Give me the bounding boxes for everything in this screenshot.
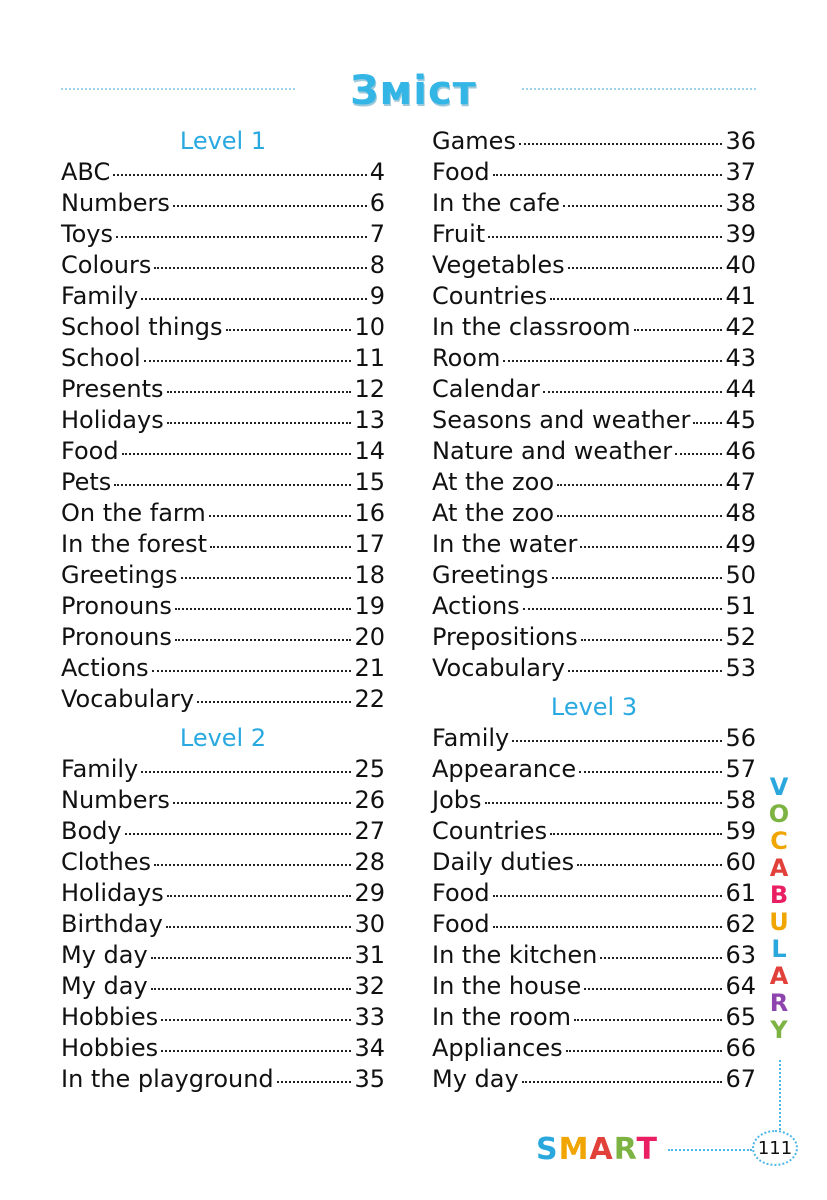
toc-entry[interactable] <box>432 157 756 188</box>
side-word-letter: A <box>769 854 789 882</box>
toc-entry[interactable] <box>61 684 385 715</box>
dot-leader <box>141 771 351 773</box>
toc-entry[interactable] <box>61 529 385 560</box>
dot-leader <box>113 174 367 176</box>
toc-entry-page: 46 <box>725 437 756 465</box>
dot-leader <box>167 895 352 897</box>
dot-leader <box>522 1081 723 1083</box>
toc-entry-title: My day <box>61 972 148 1000</box>
toc-entry-title: Calendar <box>432 375 540 403</box>
toc-entry-page: 52 <box>725 623 756 651</box>
dot-leader <box>519 143 723 145</box>
toc-entry-title: Family <box>61 282 139 310</box>
toc-entry[interactable] <box>61 785 385 816</box>
toc-entry-page: 14 <box>354 437 385 465</box>
toc-entry-title: Countries <box>432 817 548 845</box>
toc-entry[interactable] <box>432 591 756 622</box>
toc-entry[interactable] <box>61 1002 385 1033</box>
toc-entry-page: 9 <box>369 282 385 310</box>
toc-entry-title: In the house <box>432 972 582 1000</box>
dot-leader <box>488 236 722 238</box>
toc-entry-page: 62 <box>725 910 756 938</box>
toc-entry-page: 4 <box>369 158 385 186</box>
toc-entry-page: 15 <box>354 468 385 496</box>
toc-entry-page: 49 <box>725 530 756 558</box>
footer-dotted-rule <box>668 1149 752 1151</box>
toc-entry-page: 20 <box>354 623 385 651</box>
side-word-letter: A <box>769 962 789 990</box>
toc-entry[interactable] <box>432 622 756 653</box>
side-word-letter: U <box>769 908 789 936</box>
toc-entry-page: 39 <box>725 220 756 248</box>
toc-entry-title: Room <box>432 344 501 372</box>
toc-entry-page: 48 <box>725 499 756 527</box>
dot-leader <box>580 546 722 548</box>
toc-entry-page: 31 <box>354 941 385 969</box>
dot-leader <box>166 926 352 928</box>
toc-entry[interactable] <box>61 591 385 622</box>
toc-entry[interactable] <box>61 405 385 436</box>
toc-entry[interactable] <box>432 754 756 785</box>
toc-entry-page: 7 <box>369 220 385 248</box>
dot-leader <box>577 864 722 866</box>
toc-entry[interactable] <box>432 971 756 1002</box>
toc-entry[interactable] <box>432 281 756 312</box>
toc-entry-title: Hobbies <box>61 1003 159 1031</box>
toc-entry-page: 57 <box>725 755 756 783</box>
dot-leader <box>493 926 723 928</box>
toc-entry-title: In the classroom <box>432 313 631 341</box>
toc-entry-page: 63 <box>725 941 756 969</box>
toc-entry-page: 10 <box>354 313 385 341</box>
dot-leader <box>581 639 723 641</box>
toc-entry-title: Body <box>61 817 122 845</box>
dot-leader <box>209 515 352 517</box>
dot-leader <box>141 298 366 300</box>
dot-leader <box>125 833 352 835</box>
dot-leader <box>161 1050 351 1052</box>
toc-entry[interactable] <box>432 723 756 754</box>
toc-entry[interactable] <box>432 436 756 467</box>
dot-leader <box>584 988 722 990</box>
toc-entry-page: 28 <box>354 848 385 876</box>
toc-entry[interactable] <box>61 971 385 1002</box>
toc-entry-title: Pets <box>61 468 112 496</box>
toc-entry-page: 30 <box>354 910 385 938</box>
toc-entry-title: In the water <box>432 530 578 558</box>
toc-entry[interactable] <box>61 754 385 785</box>
side-word-letter: C <box>770 827 788 855</box>
toc-entry-title: School things <box>61 313 223 341</box>
toc-entry-title: Food <box>61 437 119 465</box>
toc-entry[interactable] <box>61 188 385 219</box>
dot-leader <box>116 236 367 238</box>
dot-leader <box>152 670 352 672</box>
toc-entry-title: In the forest <box>61 530 208 558</box>
toc-entry-page: 60 <box>725 848 756 876</box>
toc-entry[interactable] <box>61 250 385 281</box>
toc-entry[interactable] <box>432 529 756 560</box>
toc-entry-title: On the farm <box>61 499 206 527</box>
dot-leader <box>574 1019 722 1021</box>
toc-entry[interactable] <box>432 467 756 498</box>
toc-entry-title: Appliances <box>432 1034 563 1062</box>
toc-entry[interactable] <box>61 498 385 529</box>
toc-entry-page: 12 <box>354 375 385 403</box>
dot-leader <box>563 205 722 207</box>
toc-entry-title: Colours <box>61 251 152 279</box>
side-word-letter: R <box>769 989 789 1017</box>
toc-entry[interactable] <box>61 847 385 878</box>
toc-entry-page: 34 <box>354 1034 385 1062</box>
toc-entry-page: 41 <box>725 282 756 310</box>
toc-entry-title: My day <box>432 1065 519 1093</box>
toc-entry[interactable] <box>432 1033 756 1064</box>
toc-entry[interactable] <box>61 467 385 498</box>
toc-entry-title: Food <box>432 910 490 938</box>
dot-leader <box>151 988 352 990</box>
toc-entry-title: Vocabulary <box>432 654 566 682</box>
toc-entry-page: 42 <box>725 313 756 341</box>
dot-leader <box>568 670 722 672</box>
dot-leader <box>675 453 722 455</box>
logo-letter: M <box>558 1132 590 1167</box>
toc-entry-title: Vocabulary <box>61 685 195 713</box>
page-title: Зміст <box>350 68 477 114</box>
toc-entry[interactable] <box>432 219 756 250</box>
dot-leader <box>151 957 352 959</box>
toc-entry-page: 11 <box>354 344 385 372</box>
toc-entry-title: Clothes <box>61 848 151 876</box>
toc-entry-title: Actions <box>61 654 149 682</box>
toc-entry-title: At the zoo <box>432 499 555 527</box>
toc-entry[interactable] <box>432 653 756 684</box>
toc-entry[interactable] <box>432 847 756 878</box>
toc-entry-page: 18 <box>354 561 385 589</box>
dot-leader <box>543 391 723 393</box>
dot-leader <box>550 298 722 300</box>
toc-entry-title: Presents <box>61 375 164 403</box>
toc-entry-page: 58 <box>725 786 756 814</box>
toc-entry[interactable] <box>61 374 385 405</box>
toc-entry-page: 40 <box>725 251 756 279</box>
toc-entry-page: 51 <box>725 592 756 620</box>
toc-entry-page: 13 <box>354 406 385 434</box>
toc-entry-title: Seasons and weather <box>432 406 691 434</box>
toc-entry-title: Prepositions <box>432 623 578 651</box>
toc-entry[interactable] <box>432 909 756 940</box>
dot-leader <box>557 515 722 517</box>
dot-leader <box>550 833 722 835</box>
toc-entry-title: Fruit <box>432 220 486 248</box>
dot-leader <box>181 577 352 579</box>
dot-leader <box>566 1050 723 1052</box>
dot-leader <box>175 608 352 610</box>
toc-entry[interactable] <box>432 560 756 591</box>
toc-entry-page: 29 <box>354 879 385 907</box>
toc-entry-title: Pronouns <box>61 623 172 651</box>
toc-entry-title: Daily duties <box>432 848 575 876</box>
toc-entry[interactable] <box>432 785 756 816</box>
dot-leader <box>557 484 722 486</box>
dot-leader <box>167 422 352 424</box>
toc-entry[interactable] <box>432 1064 756 1095</box>
side-word-letter: V <box>769 773 789 801</box>
toc-entry[interactable] <box>61 1033 385 1064</box>
toc-entry[interactable] <box>432 878 756 909</box>
dot-leader <box>122 453 352 455</box>
toc-entry-page: 33 <box>354 1003 385 1031</box>
toc-entry-title: Nature and weather <box>432 437 673 465</box>
toc-entry[interactable] <box>61 653 385 684</box>
toc-entry-page: 47 <box>725 468 756 496</box>
side-word-letter: Y <box>770 1016 788 1044</box>
dot-leader <box>175 639 352 641</box>
toc-entry-page: 37 <box>725 158 756 186</box>
toc-entry[interactable] <box>61 312 385 343</box>
toc-entry[interactable] <box>432 405 756 436</box>
toc-entry-page: 65 <box>725 1003 756 1031</box>
side-word-letter: L <box>771 935 787 963</box>
toc-entry-page: 50 <box>725 561 756 589</box>
dot-leader <box>173 802 352 804</box>
toc-entry-title: Food <box>432 158 490 186</box>
level-heading: Level 2 <box>179 724 267 752</box>
toc-column-right <box>432 126 756 1095</box>
toc-entry-page: 66 <box>725 1034 756 1062</box>
toc-entry-title: Hobbies <box>61 1034 159 1062</box>
dot-leader <box>493 895 723 897</box>
toc-entry[interactable] <box>61 622 385 653</box>
toc-entry-title: At the zoo <box>432 468 555 496</box>
toc-entry-page: 22 <box>354 685 385 713</box>
toc-entry[interactable] <box>432 126 756 157</box>
toc-entry-page: 44 <box>725 375 756 403</box>
toc-entry[interactable] <box>432 1002 756 1033</box>
toc-entry-page: 6 <box>369 189 385 217</box>
toc-entry-page: 38 <box>725 189 756 217</box>
dot-leader <box>503 360 722 362</box>
toc-entry-title: Family <box>61 755 139 783</box>
toc-entry-page: 16 <box>354 499 385 527</box>
dot-leader <box>634 329 723 331</box>
toc-column-left <box>61 126 385 1095</box>
dot-leader <box>568 267 723 269</box>
dot-leader <box>485 802 723 804</box>
toc-entry[interactable] <box>61 909 385 940</box>
side-word-letter: O <box>768 800 790 828</box>
toc-entry-page: 53 <box>725 654 756 682</box>
toc-entry-title: Actions <box>432 592 520 620</box>
toc-entry-title: Pronouns <box>61 592 172 620</box>
dot-leader <box>154 864 351 866</box>
toc-entry-page: 59 <box>725 817 756 845</box>
toc-entry-page: 36 <box>725 127 756 155</box>
dot-leader <box>144 360 352 362</box>
toc-entry-page: 19 <box>354 592 385 620</box>
toc-entry-page: 64 <box>725 972 756 1000</box>
level-heading: Level 3 <box>550 693 638 721</box>
toc-entry-title: In the room <box>432 1003 572 1031</box>
toc-entry[interactable] <box>432 250 756 281</box>
toc-entry[interactable] <box>61 816 385 847</box>
toc-entry[interactable] <box>432 312 756 343</box>
smart-logo <box>536 1132 658 1167</box>
toc-entry-title: Birthday <box>61 910 163 938</box>
toc-entry-title: Games <box>432 127 516 155</box>
dot-leader <box>173 205 367 207</box>
toc-entry-title: Family <box>432 724 510 752</box>
toc-entry-title: ABC <box>61 158 111 186</box>
logo-letter: T <box>636 1132 658 1167</box>
dot-leader <box>493 174 723 176</box>
toc-entry-page: 35 <box>354 1065 385 1093</box>
toc-entry[interactable] <box>61 281 385 312</box>
toc-entry-title: School <box>61 344 141 372</box>
toc-entry-title: Toys <box>61 220 113 248</box>
toc-entry-title: Holidays <box>61 406 164 434</box>
side-word-letter: B <box>769 881 789 909</box>
toc-entry[interactable] <box>61 436 385 467</box>
dot-leader <box>161 1019 351 1021</box>
dot-leader <box>210 546 351 548</box>
toc-entry[interactable] <box>432 188 756 219</box>
toc-entry-title: Food <box>432 879 490 907</box>
toc-entry-title: Greetings <box>61 561 178 589</box>
toc-entry-title: In the cafe <box>432 189 561 217</box>
toc-entry[interactable] <box>61 343 385 374</box>
toc-entry[interactable] <box>61 560 385 591</box>
toc-entry[interactable] <box>432 816 756 847</box>
toc-entry-title: Jobs <box>432 786 482 814</box>
level-heading: Level 1 <box>179 127 267 155</box>
toc-entry-title: Greetings <box>432 561 549 589</box>
toc-entry-title: Appearance <box>432 755 577 783</box>
toc-entry-page: 56 <box>725 724 756 752</box>
toc-entry-title: Holidays <box>61 879 164 907</box>
toc-entry[interactable] <box>61 878 385 909</box>
toc-entry-page: 21 <box>354 654 385 682</box>
toc-entry-page: 45 <box>725 406 756 434</box>
footer-vertical-dots <box>779 1060 781 1130</box>
vocabulary-side-word <box>764 774 794 1044</box>
page-number: 111 <box>752 1130 798 1166</box>
dot-leader <box>523 608 723 610</box>
logo-letter: R <box>613 1132 637 1167</box>
toc-entry-page: 17 <box>354 530 385 558</box>
toc-entry-title: In the playground <box>61 1065 274 1093</box>
dot-leader <box>552 577 723 579</box>
toc-entry[interactable] <box>432 374 756 405</box>
toc-entry-page: 32 <box>354 972 385 1000</box>
dot-leader <box>579 771 722 773</box>
toc-entry-page: 25 <box>354 755 385 783</box>
dot-leader <box>154 267 366 269</box>
toc-entry[interactable] <box>61 157 385 188</box>
dot-leader <box>600 957 722 959</box>
toc-entry[interactable] <box>61 219 385 250</box>
toc-entry-title: Vegetables <box>432 251 565 279</box>
dot-leader <box>512 740 722 742</box>
toc-entry[interactable] <box>432 498 756 529</box>
dot-leader <box>277 1081 352 1083</box>
logo-letter: S <box>536 1132 559 1167</box>
toc-entry[interactable] <box>61 940 385 971</box>
toc-entry-title: Countries <box>432 282 548 310</box>
logo-letter: A <box>589 1132 614 1167</box>
dot-leader <box>226 329 352 331</box>
toc-entry-title: My day <box>61 941 148 969</box>
toc-entry-page: 8 <box>369 251 385 279</box>
toc-entry-title: Numbers <box>61 786 170 814</box>
toc-entry-title: Numbers <box>61 189 170 217</box>
dot-leader <box>167 391 352 393</box>
toc-entry-page: 43 <box>725 344 756 372</box>
toc-entry-page: 61 <box>725 879 756 907</box>
toc-entry-page: 26 <box>354 786 385 814</box>
toc-entry-page: 67 <box>725 1065 756 1093</box>
dot-leader <box>197 701 351 703</box>
toc-entry-title: In the kitchen <box>432 941 598 969</box>
dot-leader <box>114 484 351 486</box>
dot-leader <box>693 422 722 424</box>
toc-entry[interactable] <box>61 1064 385 1095</box>
toc-entry[interactable] <box>432 940 756 971</box>
toc-entry[interactable] <box>432 343 756 374</box>
toc-entry-page: 27 <box>354 817 385 845</box>
